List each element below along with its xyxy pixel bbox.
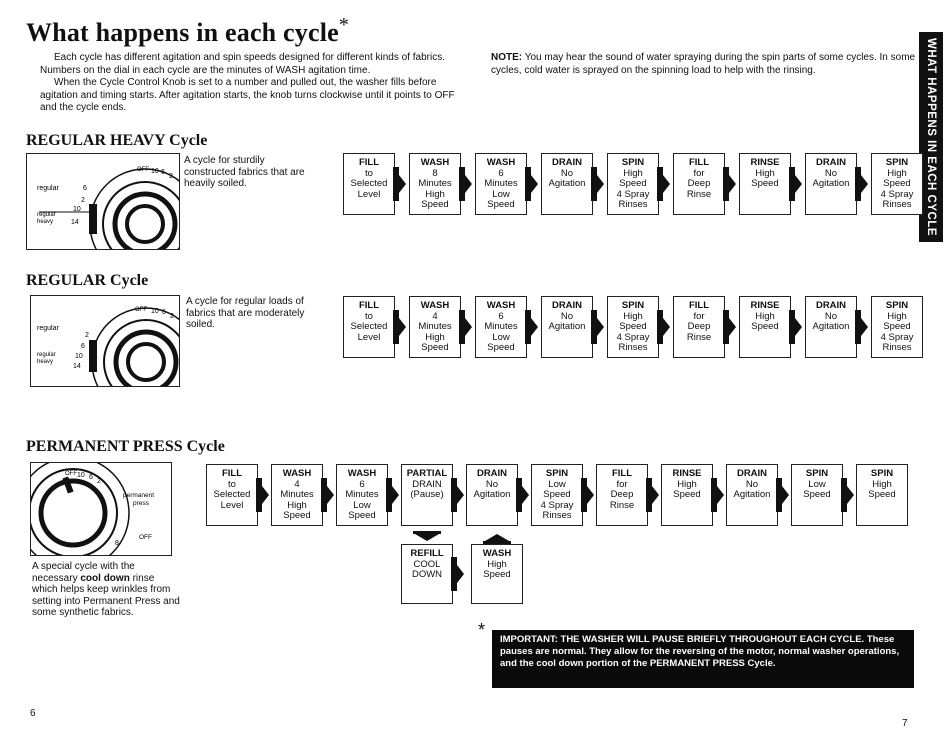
step-line: Rinses bbox=[618, 199, 648, 210]
permanent-press-description: A special cycle with the necessary cool down rinse which helps keep wrinkles from setting into Permanent Press and some synthetic fabrics. bbox=[32, 561, 180, 618]
step-title: DRAIN bbox=[551, 157, 583, 168]
permanent-press-heading: PERMANENT PRESS Cycle bbox=[26, 438, 225, 455]
step-line: (Pause) bbox=[410, 489, 444, 500]
svg-text:heavy: heavy bbox=[37, 359, 54, 365]
step-line: Speed bbox=[283, 510, 311, 521]
step-title: WASH bbox=[420, 157, 450, 168]
svg-text:OFF: OFF bbox=[65, 471, 77, 477]
page-number-left: 6 bbox=[30, 708, 36, 719]
step-line: Deep bbox=[610, 489, 634, 500]
flow-bar bbox=[525, 167, 531, 201]
step-title: WASH bbox=[486, 157, 516, 168]
step-line: Low bbox=[548, 478, 566, 490]
down-arrow-icon bbox=[415, 534, 439, 541]
step-line: Level bbox=[357, 188, 381, 200]
flow-arrow-icon bbox=[457, 486, 464, 504]
regular-heavy-dial-image bbox=[26, 153, 180, 250]
step-line: Rinses bbox=[882, 199, 912, 210]
step-title: RINSE bbox=[750, 300, 780, 311]
step-box-spin bbox=[871, 153, 923, 215]
flow-bar bbox=[657, 310, 663, 344]
step-box-spin bbox=[607, 153, 659, 215]
flow-bar bbox=[393, 310, 399, 344]
step-title: WASH bbox=[347, 468, 377, 479]
step-line: Rinse bbox=[609, 499, 635, 511]
flow-bar bbox=[393, 167, 399, 201]
flow-bar bbox=[723, 167, 729, 201]
step-line: Speed bbox=[421, 199, 449, 210]
step-line: Selected bbox=[350, 321, 388, 332]
step-box-fill bbox=[206, 464, 258, 526]
svg-text:10: 10 bbox=[73, 206, 81, 213]
step-title: REFILL bbox=[410, 548, 444, 559]
step-title: DRAIN bbox=[736, 468, 768, 479]
step-title: FILL bbox=[358, 157, 380, 168]
step-box-spin bbox=[531, 464, 583, 526]
step-line: DRAIN bbox=[412, 478, 442, 490]
step-title: SPIN bbox=[870, 468, 894, 479]
step-line: No bbox=[485, 478, 499, 490]
step-line: No bbox=[824, 167, 838, 179]
asterisk-mark: * bbox=[478, 620, 486, 640]
step-line: Minutes bbox=[418, 321, 452, 332]
regular-heavy-heading: REGULAR HEAVY Cycle bbox=[26, 132, 208, 149]
flow-bar bbox=[646, 478, 652, 512]
svg-text:8: 8 bbox=[115, 540, 119, 547]
step-box-fill bbox=[343, 153, 395, 215]
flow-bar bbox=[855, 310, 861, 344]
step-box-drain bbox=[805, 153, 857, 215]
step-line: Rinses bbox=[542, 510, 572, 521]
flow-arrow-icon bbox=[262, 486, 269, 504]
step-line: High bbox=[887, 310, 907, 322]
step-box-wash bbox=[271, 464, 323, 526]
step-line: for bbox=[693, 167, 705, 179]
svg-text:6: 6 bbox=[162, 309, 166, 316]
flow-bar bbox=[711, 478, 717, 512]
svg-text:14: 14 bbox=[73, 363, 81, 370]
step-box-spin bbox=[856, 464, 908, 526]
step-line: 4 Spray bbox=[616, 188, 650, 200]
step-line: No bbox=[560, 310, 574, 322]
step-box-drain bbox=[726, 464, 778, 526]
step-line: High bbox=[623, 310, 643, 322]
step-line: to bbox=[365, 310, 373, 322]
step-box-spin bbox=[607, 296, 659, 358]
step-line: 4 Spray bbox=[616, 331, 650, 343]
step-line: Low bbox=[492, 188, 510, 200]
flow-bar bbox=[459, 310, 465, 344]
step-line: Rinses bbox=[882, 342, 912, 353]
step-line: High bbox=[887, 167, 907, 179]
flow-arrow-icon bbox=[717, 486, 724, 504]
svg-text:6: 6 bbox=[81, 343, 85, 350]
step-line: Speed bbox=[883, 178, 911, 189]
svg-text:6: 6 bbox=[161, 169, 165, 176]
flow-arrow-icon bbox=[465, 318, 472, 336]
step-line: to bbox=[228, 478, 236, 490]
step-line: High bbox=[623, 167, 643, 179]
asterisk-mark: * bbox=[338, 14, 350, 36]
step-title: PARTIAL bbox=[406, 468, 448, 479]
step-line: 4 bbox=[432, 310, 438, 322]
svg-text:2: 2 bbox=[169, 173, 173, 180]
step-line: Agitation bbox=[812, 178, 850, 189]
svg-text:OFF: OFF bbox=[139, 534, 152, 541]
step-line: Level bbox=[220, 499, 244, 511]
step-box-drain bbox=[805, 296, 857, 358]
step-title: SPIN bbox=[885, 157, 909, 168]
svg-text:heavy: heavy bbox=[37, 219, 54, 225]
step-line: Speed bbox=[883, 321, 911, 332]
flow-bar bbox=[581, 478, 587, 512]
step-line: High bbox=[755, 310, 775, 322]
flow-bar bbox=[657, 167, 663, 201]
step-line: Minutes bbox=[418, 178, 452, 189]
step-title: WASH bbox=[482, 548, 512, 559]
step-line: High bbox=[425, 331, 445, 343]
step-line: 6 bbox=[498, 310, 504, 322]
step-line: Speed bbox=[487, 199, 515, 210]
step-title: FILL bbox=[688, 300, 710, 311]
flow-arrow-icon bbox=[847, 486, 854, 504]
svg-text:10: 10 bbox=[77, 472, 85, 479]
step-line: Speed bbox=[619, 321, 647, 332]
step-title: SPIN bbox=[545, 468, 569, 479]
step-line: 4 Spray bbox=[880, 331, 914, 343]
svg-text:regular: regular bbox=[37, 185, 59, 192]
flow-arrow-icon bbox=[795, 318, 802, 336]
flow-arrow-icon bbox=[399, 175, 406, 193]
step-line: for bbox=[616, 478, 628, 490]
svg-text:10: 10 bbox=[151, 308, 159, 315]
note-body: You may hear the sound of water spraying during the spin parts of some cycles. In some cycles, cold water is sprayed on the spinning load to help with the rinsing. bbox=[491, 52, 916, 76]
step-line: Low bbox=[492, 331, 510, 343]
step-line: Agitation bbox=[473, 489, 511, 500]
svg-text:OFF: OFF bbox=[137, 167, 149, 173]
svg-text:2: 2 bbox=[170, 313, 174, 320]
step-box-drain bbox=[466, 464, 518, 526]
step-box-spin bbox=[791, 464, 843, 526]
step-line: High bbox=[872, 478, 892, 490]
flow-arrow-icon bbox=[729, 318, 736, 336]
svg-text:2: 2 bbox=[81, 197, 85, 204]
step-box-wash bbox=[336, 464, 388, 526]
flow-bar bbox=[591, 310, 597, 344]
step-title: DRAIN bbox=[476, 468, 508, 479]
step-line: Speed bbox=[487, 342, 515, 353]
flow-bar bbox=[789, 310, 795, 344]
step-title: WASH bbox=[486, 300, 516, 311]
step-line: No bbox=[745, 478, 759, 490]
flow-bar bbox=[841, 478, 847, 512]
step-title: FILL bbox=[358, 300, 380, 311]
svg-text:2: 2 bbox=[85, 332, 89, 339]
flow-bar bbox=[723, 310, 729, 344]
flow-bar bbox=[413, 531, 441, 534]
step-box-wash bbox=[475, 296, 527, 358]
permanent-press-dial-image bbox=[30, 462, 172, 556]
step-title: FILL bbox=[221, 468, 243, 479]
step-line: Speed bbox=[483, 569, 511, 580]
step-line: High bbox=[287, 499, 307, 511]
intro-paragraph-2: When the Cycle Control Knob is set to a number and pulled out, the washer fills before agitation and timing starts. After agitation starts, the knob turns clockwise until it points to OFF and the cycle ends. bbox=[40, 77, 455, 113]
step-box-rinse bbox=[739, 153, 791, 215]
dial-illustration bbox=[31, 463, 171, 555]
step-line: High bbox=[487, 558, 507, 570]
svg-text:2: 2 bbox=[97, 478, 101, 485]
flow-arrow-icon bbox=[597, 175, 604, 193]
step-line: Level bbox=[357, 331, 381, 343]
flow-arrow-icon bbox=[327, 486, 334, 504]
step-box-wash bbox=[409, 153, 461, 215]
flow-arrow-icon bbox=[729, 175, 736, 193]
step-line: Minutes bbox=[345, 489, 379, 500]
page-title: What happens in each cycle* bbox=[26, 14, 350, 47]
step-line: Speed bbox=[868, 489, 896, 500]
flow-arrow-icon bbox=[782, 486, 789, 504]
intro-text bbox=[40, 52, 460, 115]
svg-text:regular: regular bbox=[37, 352, 56, 358]
step-line: 8 bbox=[432, 167, 438, 179]
flow-arrow-icon bbox=[663, 175, 670, 193]
step-line: Speed bbox=[543, 489, 571, 500]
flow-bar bbox=[321, 478, 327, 512]
svg-text:14: 14 bbox=[71, 219, 79, 226]
step-title: RINSE bbox=[672, 468, 702, 479]
regular-description: A cycle for regular loads of fabrics that are moderately soiled. bbox=[186, 296, 305, 330]
step-line: Deep bbox=[687, 178, 711, 189]
flow-arrow-icon bbox=[587, 486, 594, 504]
important-notice: IMPORTANT: THE WASHER WILL PAUSE BRIEFLY THROUGHOUT EACH CYCLE. These pauses are normal. They allow for the reversing of the motor, normal washer operations, and the cool down portion of the PERMANENT PRESS Cycle. bbox=[492, 630, 914, 688]
svg-text:regular: regular bbox=[37, 325, 59, 332]
step-line: to bbox=[365, 167, 373, 179]
svg-text:press: press bbox=[133, 500, 149, 507]
step-line: COOL bbox=[413, 558, 441, 570]
step-box-wash bbox=[471, 544, 523, 604]
step-line: Speed bbox=[348, 510, 376, 521]
step-line: High bbox=[425, 188, 445, 200]
intro-paragraph-1: Each cycle has different agitation and spin speeds designed for different kinds of fabrics. Numbers on the dial in each cycle are the minutes of WASH agitation time. bbox=[40, 52, 445, 76]
regular-heading: REGULAR Cycle bbox=[26, 272, 149, 289]
flow-arrow-icon bbox=[861, 318, 868, 336]
dial-illustration bbox=[31, 296, 179, 386]
svg-text:permanent: permanent bbox=[123, 492, 155, 499]
step-line: Deep bbox=[687, 321, 711, 332]
step-line: DOWN bbox=[411, 569, 443, 580]
note-text bbox=[491, 52, 916, 77]
step-box-refill bbox=[401, 544, 453, 604]
flow-arrow-icon bbox=[465, 175, 472, 193]
flow-bar bbox=[855, 167, 861, 201]
step-title: FILL bbox=[611, 468, 633, 479]
step-line: Minutes bbox=[484, 178, 518, 189]
step-box-fill bbox=[343, 296, 395, 358]
flow-bar bbox=[789, 167, 795, 201]
step-title: SPIN bbox=[621, 157, 645, 168]
flow-arrow-icon bbox=[531, 318, 538, 336]
step-line: Agitation bbox=[548, 321, 586, 332]
flow-bar bbox=[483, 541, 511, 544]
svg-text:regular: regular bbox=[37, 212, 56, 218]
step-box-rinse bbox=[739, 296, 791, 358]
step-line: No bbox=[560, 167, 574, 179]
page-number-right: 7 bbox=[902, 718, 908, 729]
svg-text:6: 6 bbox=[83, 185, 87, 192]
flow-bar bbox=[459, 167, 465, 201]
note-label: NOTE: bbox=[491, 52, 523, 63]
step-box-fill bbox=[596, 464, 648, 526]
step-line: Speed bbox=[803, 489, 831, 500]
flow-bar bbox=[525, 310, 531, 344]
step-line: Speed bbox=[619, 178, 647, 189]
flow-arrow-icon bbox=[652, 486, 659, 504]
flow-bar bbox=[386, 478, 392, 512]
flow-arrow-icon bbox=[399, 318, 406, 336]
step-title: DRAIN bbox=[551, 300, 583, 311]
step-box-spin bbox=[871, 296, 923, 358]
step-line: Low bbox=[808, 478, 826, 490]
step-title: FILL bbox=[688, 157, 710, 168]
step-box-wash bbox=[409, 296, 461, 358]
flow-arrow-icon bbox=[861, 175, 868, 193]
step-line: Speed bbox=[751, 321, 779, 332]
svg-text:6: 6 bbox=[89, 474, 93, 481]
flow-arrow-icon bbox=[597, 318, 604, 336]
flow-bar bbox=[256, 478, 262, 512]
svg-text:OFF: OFF bbox=[135, 307, 147, 313]
flow-bar bbox=[451, 478, 457, 512]
svg-text:10: 10 bbox=[75, 353, 83, 360]
step-title: WASH bbox=[420, 300, 450, 311]
flow-arrow-icon bbox=[795, 175, 802, 193]
step-line: Low bbox=[353, 499, 371, 511]
side-tab-label: WHAT HAPPENS IN EACH CYCLE bbox=[925, 37, 937, 237]
step-title: DRAIN bbox=[815, 300, 847, 311]
regular-heavy-description: A cycle for sturdily constructed fabrics that are heavily soiled. bbox=[184, 155, 305, 189]
flow-arrow-icon bbox=[531, 175, 538, 193]
step-line: Speed bbox=[751, 178, 779, 189]
flow-arrow-icon bbox=[663, 318, 670, 336]
step-line: Selected bbox=[350, 178, 388, 189]
step-line: Agitation bbox=[548, 178, 586, 189]
step-line: Rinses bbox=[618, 342, 648, 353]
step-line: Rinse bbox=[686, 188, 712, 200]
flow-arrow-icon bbox=[522, 486, 529, 504]
step-box-drain bbox=[541, 153, 593, 215]
step-title: SPIN bbox=[805, 468, 829, 479]
step-title: RINSE bbox=[750, 157, 780, 168]
step-line: Agitation bbox=[733, 489, 771, 500]
step-line: High bbox=[755, 167, 775, 179]
flow-arrow-icon bbox=[392, 486, 399, 504]
step-line: Speed bbox=[673, 489, 701, 500]
dial-illustration bbox=[27, 154, 179, 249]
step-box-rinse bbox=[661, 464, 713, 526]
step-line: 6 bbox=[498, 167, 504, 179]
step-box-fill bbox=[673, 296, 725, 358]
step-box-drain bbox=[541, 296, 593, 358]
svg-text:10: 10 bbox=[151, 168, 159, 175]
step-line: Agitation bbox=[812, 321, 850, 332]
step-line: Rinse bbox=[686, 331, 712, 343]
step-title: SPIN bbox=[885, 300, 909, 311]
up-arrow-icon bbox=[485, 534, 509, 541]
flow-arrow-icon bbox=[457, 565, 464, 583]
step-line: No bbox=[824, 310, 838, 322]
step-line: Minutes bbox=[280, 489, 314, 500]
step-line: for bbox=[693, 310, 705, 322]
flow-bar bbox=[591, 167, 597, 201]
step-line: 4 bbox=[294, 478, 300, 490]
step-title: DRAIN bbox=[815, 157, 847, 168]
step-title: WASH bbox=[282, 468, 312, 479]
step-line: 4 Spray bbox=[540, 499, 574, 511]
step-title: SPIN bbox=[621, 300, 645, 311]
step-box-fill bbox=[673, 153, 725, 215]
flow-bar bbox=[516, 478, 522, 512]
step-line: Speed bbox=[421, 342, 449, 353]
step-line: 6 bbox=[359, 478, 365, 490]
flow-bar bbox=[451, 557, 457, 591]
regular-dial-image bbox=[30, 295, 180, 387]
flow-bar bbox=[776, 478, 782, 512]
step-line: Selected bbox=[213, 489, 251, 500]
step-box-wash bbox=[475, 153, 527, 215]
step-box-partial bbox=[401, 464, 453, 526]
step-line: High bbox=[677, 478, 697, 490]
step-line: 4 Spray bbox=[880, 188, 914, 200]
step-line: Minutes bbox=[484, 321, 518, 332]
